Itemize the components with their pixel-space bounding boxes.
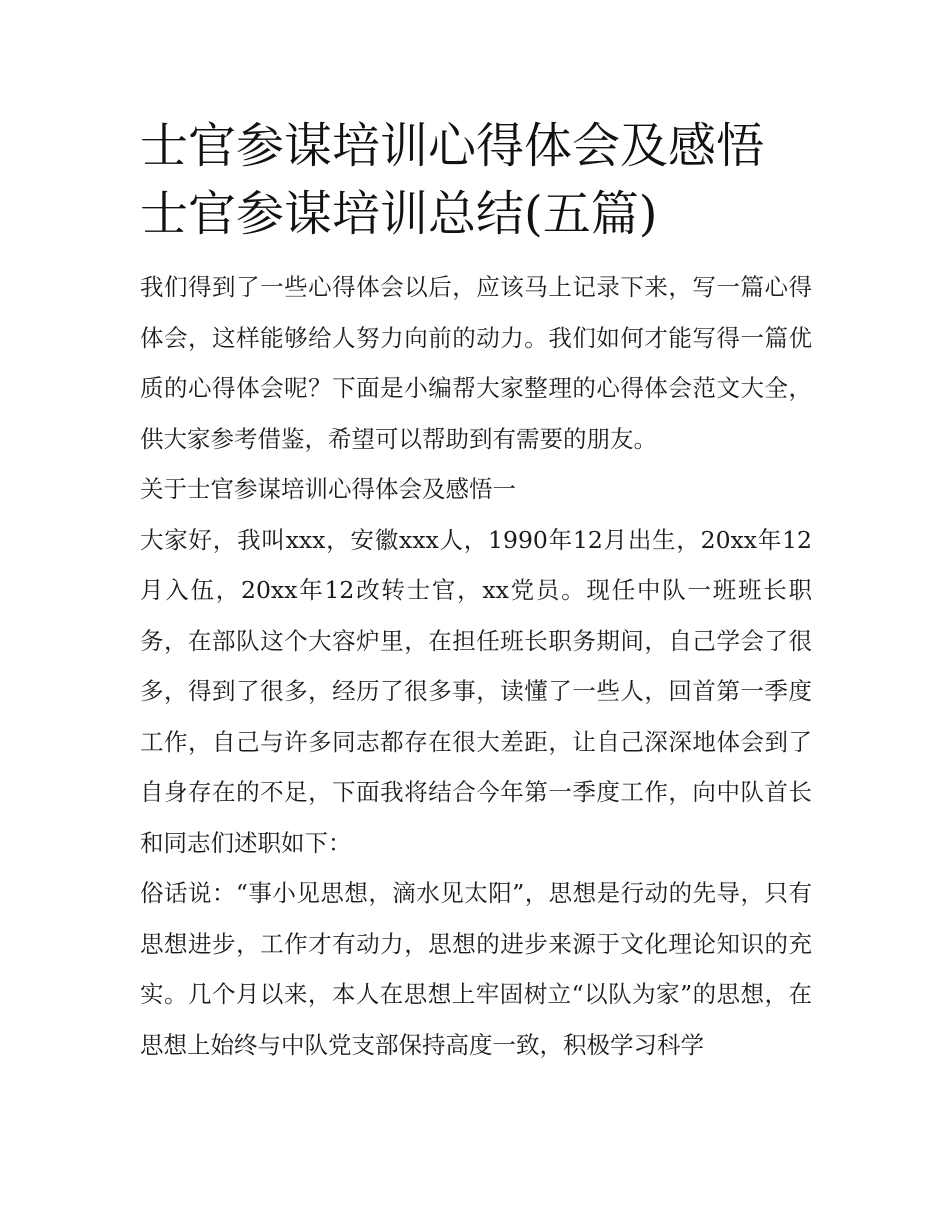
- title-line-2: 士官参谋培训总结(五篇): [140, 186, 658, 242]
- body-paragraph-2: 俗话说：“事小见思想，滴水见太阳”，思想是行动的先导，只有思想进步，工作才有动力，思想的进步来源于文化理论知识的充实。几个月以来，本人在思想上牢固树立“以队为家”的思想，在思想上始终与中队党支部保持高度一致，积极学习科学: [140, 879, 812, 1059]
- body-paragraph-1: 大家好，我叫xxx，安徽xxx人，1990年12月出生，20xx年12月入伍，20xx年12改转士官，xx党员。现任中队一班班长职务，在部队这个大容炉里，在担任班长职务期间，自己学会了很多，得到了很多，经历了很多事，读懂了一些人，回首第一季度工作，自己与许多同志都存在很大差距，让自己深深地体会到了自身存在的不足，下面我将结合今年第一季度工作，向中队首长和同志们述职如下：: [140, 525, 812, 857]
- document-title: [140, 112, 812, 248]
- document-content: [140, 112, 812, 1070]
- section-heading: 关于士官参谋培训心得体会及感悟一: [140, 475, 516, 503]
- title-line-1: 士官参谋培训心得体会及感悟: [140, 118, 765, 174]
- document-body: [140, 262, 812, 1070]
- intro-paragraph: 我们得到了一些心得体会以后，应该马上记录下来，写一篇心得体会，这样能够给人努力向前的动力。我们如何才能写得一篇优质的心得体会呢？下面是小编帮大家整理的心得体会范文大全，供大家参考借鉴，希望可以帮助到有需要的朋友。: [140, 273, 812, 453]
